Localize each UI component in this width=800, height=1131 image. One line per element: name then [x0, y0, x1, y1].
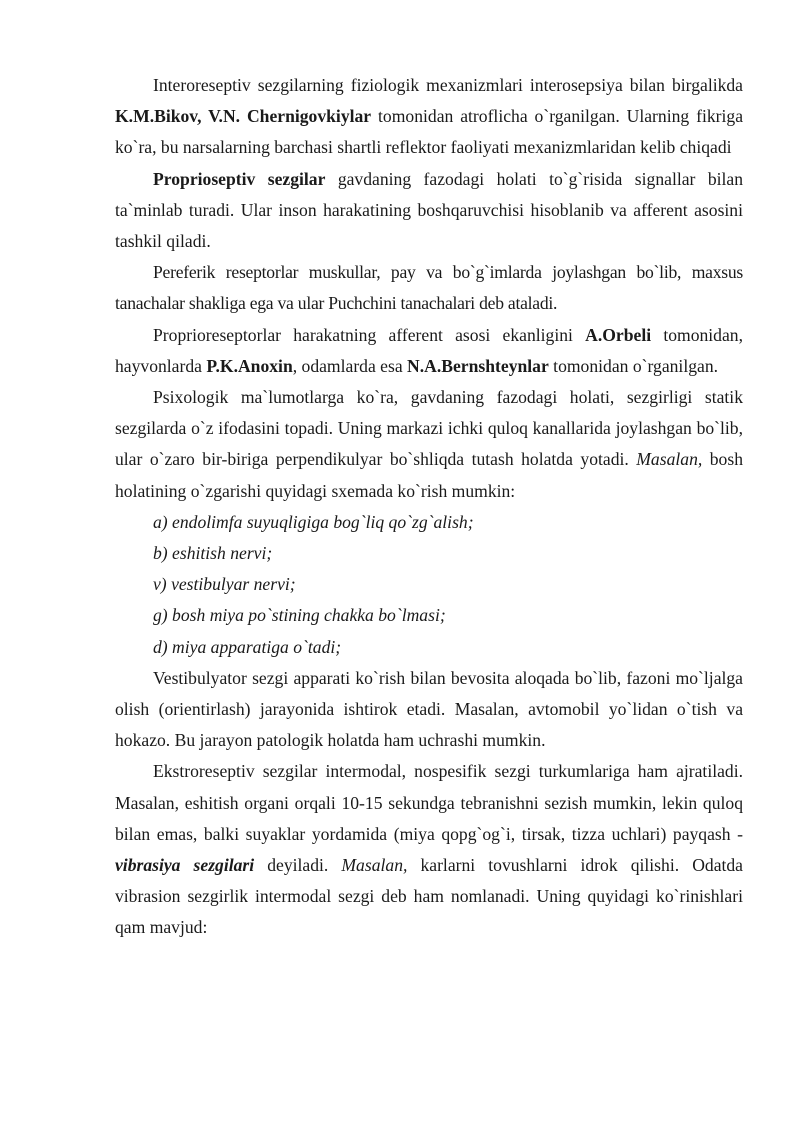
text: Ekstroreseptiv sezgilar intermodal, nospesifik sezgi turkumlariga ham ajratiladi. Masalan, eshitish organi orqali 10-15 sekundga tebranishni sezish mumkin, lekin quloq bilan emas, balki suyaklar yordamida (miya qopg`og`i, tirsak, tizza uchlari) payqash -	[115, 761, 743, 844]
text: tomonidan atroflicha o`rganilgan. Ularning fikriga ko`ra, bu narsalarning barchasi shartli reflektor faoliyati mexanizmlaridan kelib chiqadi	[115, 106, 743, 158]
list-item: v) vestibulyar nervi;	[153, 574, 296, 595]
text: Pereferik reseptorlar muskullar, pay va bo`g`imlarda joylashgan bo`lib, maxsus tanachalar shakliga ega va ular Puchchini tanachalari deb ataladi.	[115, 262, 743, 314]
italic-term: vibrasiya sezgilari	[115, 855, 255, 876]
text: Vestibulyator sezgi apparati ko`rish bilan bevosita aloqada bo`lib, fazoni mo`ljalga olish (orientirlash) jarayonida ishtirok etadi. Masalan, avtomobil yo`lidan o`tish va hokazo. Bu jarayon patologik holatda ham uchrashi mumkin.	[115, 667, 743, 751]
paragraph-psychological-data	[115, 382, 743, 507]
text: Interoreseptiv sezgilarning fiziologik mexanizmlari interosepsiya bilan birgalikda	[153, 75, 743, 95]
bold-author-bernshteyn: N.A.Bernshteynlar	[407, 355, 549, 376]
paragraph-peripheral-receptors	[115, 257, 743, 319]
bold-authors: K.M.Bikov, V.N. Chernigovkiylar	[115, 106, 372, 127]
text: karlarni tovushlarni idrok qilishi. Odatda vibrasion sezgirlik intermodal sezgi deb ham nomlanadi. Uning quyidagi ko`rinishlari qam mavjud:	[115, 855, 743, 938]
italic-example: Masalan,	[636, 449, 703, 470]
bold-term: Proprioseptiv sezgilar	[153, 168, 326, 189]
paragraph-exteroceptive	[115, 756, 743, 943]
paragraph-proprioceptive	[115, 164, 743, 258]
document-page	[115, 70, 743, 944]
text: tomonidan, hayvonlarda	[115, 324, 743, 376]
paragraph-vestibular	[115, 663, 743, 757]
bold-author-anoxin: P.K.Anoxin	[206, 355, 293, 376]
text: bosh holatining o`zgarishi quyidagi sxemada ko`rish mumkin:	[115, 449, 743, 501]
list-item: g) bosh miya po`stining chakka bo`lmasi;	[153, 605, 446, 626]
text: , odamlarda esa	[292, 355, 408, 376]
list-item: d) miya apparatiga o`tadi;	[153, 636, 342, 657]
paragraph-proprioreceptors	[115, 320, 743, 382]
italic-example: Masalan,	[341, 855, 408, 876]
bold-italic-term	[115, 855, 254, 875]
text: Psixologik ma`lumotlarga ko`ra, gavdaning fazodagi holati, sezgirligi statik sezgilarda o`z ifodasini topadi. Uning markazi ichki quloq kanallarida joylashgan bo`lib, ular o`zaro bir-biriga perpendikulyar bo`shliqda tutash holatda yotadi.	[115, 387, 743, 470]
paragraph-interoreceptive	[115, 70, 743, 164]
text: Proprioreseptorlar harakatning afferent asosi ekanligini	[153, 324, 586, 345]
list-item: a) endolimfa suyuqligiga bog`liq qo`zg`alish;	[153, 511, 474, 532]
list-item: b) eshitish nervi;	[153, 543, 273, 564]
text: deyiladi.	[254, 855, 342, 876]
text: gavdaning fazodagi holati to`g`risida signallar bilan ta`minlab turadi. Ular inson harakatining boshqaruvchisi hisoblanib va afferent asosini tashkil qiladi.	[115, 168, 744, 252]
bold-author-orbeli: A.Orbeli	[585, 324, 652, 345]
text: tomonidan o`rganilgan.	[548, 355, 719, 376]
